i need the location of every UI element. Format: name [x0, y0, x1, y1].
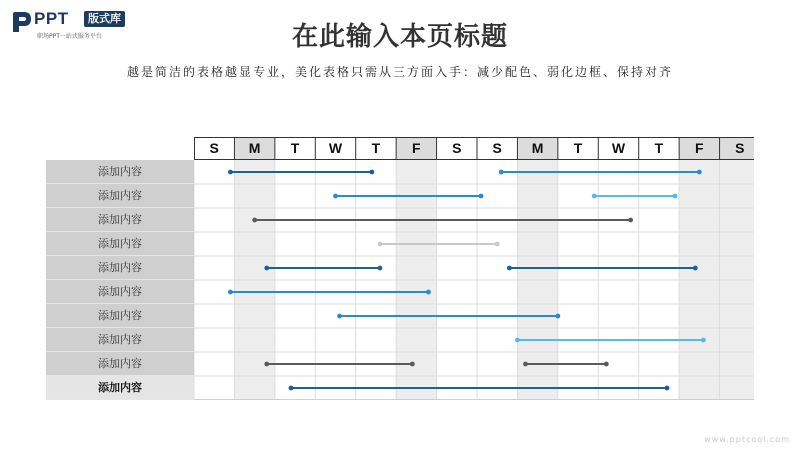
row-label: 添加内容: [46, 352, 194, 376]
row-label: 添加内容: [46, 256, 194, 280]
day-header: W: [611, 140, 626, 156]
gantt-bar-start-dot: [264, 362, 269, 367]
day-header: S: [735, 140, 745, 156]
watermark: www.pptcool.com: [704, 435, 790, 444]
gantt-bar-end-dot: [378, 266, 383, 271]
gantt-bar-start-dot: [333, 194, 338, 199]
gantt-bar-start-dot: [499, 170, 504, 175]
gantt-bar-end-dot: [693, 266, 698, 271]
gantt-bar-start-dot: [228, 170, 233, 175]
gantt-bar-end-dot: [555, 314, 560, 319]
day-header: S: [492, 140, 502, 156]
row-label: 添加内容: [46, 304, 194, 328]
gantt-bar-end-dot: [369, 170, 374, 175]
gantt-bar-start-dot: [252, 218, 257, 223]
gantt-bar-start-dot: [515, 338, 520, 343]
gantt-bar-start-dot: [289, 386, 294, 391]
gantt-bar-start-dot: [228, 290, 233, 295]
logo-tagline: 职场PPT一站式服务平台: [37, 33, 102, 40]
gantt-bar-end-dot: [701, 338, 706, 343]
page-subtitle: 越是简洁的表格越显专业，美化表格只需从三方面入手：减少配色、弱化边框、保持对齐: [126, 65, 673, 79]
gantt-bar-start-dot: [523, 362, 528, 367]
row-label: 添加内容: [46, 160, 194, 184]
row-label: 添加内容: [46, 208, 194, 232]
day-header: W: [328, 140, 343, 156]
day-header: T: [654, 140, 664, 156]
row-label: 添加内容: [46, 328, 194, 352]
gantt-bar-end-dot: [479, 194, 484, 199]
gantt-bar-start-dot: [264, 266, 269, 271]
day-header: M: [531, 140, 544, 156]
gantt-bar-start-dot: [592, 194, 597, 199]
gantt-bar-end-dot: [697, 170, 702, 175]
gantt-bar-end-dot: [410, 362, 415, 367]
day-header: T: [290, 140, 300, 156]
gantt-bar-end-dot: [665, 386, 670, 391]
gantt-bar-end-dot: [673, 194, 678, 199]
day-header: S: [209, 140, 219, 156]
page-title: 在此输入本页标题: [291, 22, 508, 52]
row-label: 添加内容: [46, 376, 194, 400]
gantt-bar-start-dot: [378, 242, 383, 247]
day-header: S: [452, 140, 462, 156]
gantt-bar-end-dot: [604, 362, 609, 367]
day-header: T: [573, 140, 583, 156]
row-label: 添加内容: [46, 184, 194, 208]
logo-badge: 版式库: [84, 11, 125, 27]
gantt-bar-end-dot: [426, 290, 431, 295]
row-label: 添加内容: [46, 232, 194, 256]
logo-text: PPT: [34, 9, 69, 28]
day-header: T: [371, 140, 381, 156]
day-header: M: [248, 140, 261, 156]
gantt-bar-end-dot: [495, 242, 500, 247]
row-label: 添加内容: [46, 280, 194, 304]
gantt-table: [46, 137, 754, 400]
gantt-bar-start-dot: [337, 314, 342, 319]
day-header: F: [412, 140, 421, 156]
day-header: F: [695, 140, 704, 156]
gantt-bar-end-dot: [628, 218, 633, 223]
gantt-bar-start-dot: [507, 266, 512, 271]
